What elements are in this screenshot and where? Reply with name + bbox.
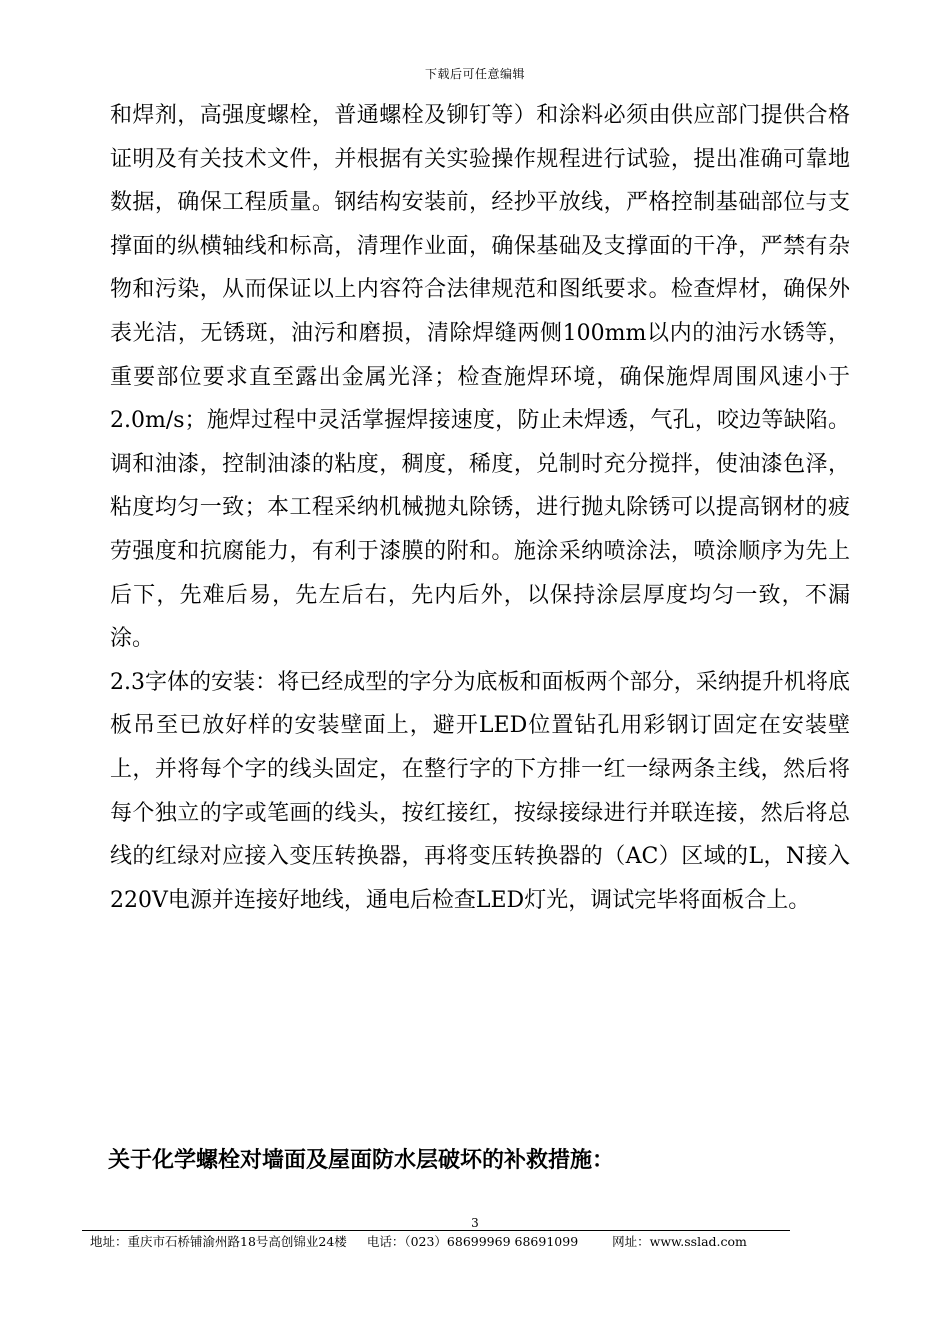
paragraph-letter-installation: 2.3字体的安装：将已经成型的字分为底板和面板两个部分，采纳提升机将底板吊至已放好样的安装壁面上，避开LED位置钻孔用彩钢订固定在安装壁上，并将每个字的线头固定，在整行字的下方排一红一绿两条主线，然后将每个独立的字或笔画的线头，按红接红，按绿接绿进行并联连接，然后将总线的红绿对应接入变压转换器，再将变压转换器的（AC）区域的L，N接入220V电源并连接好地线，通电后检查LED灯光，调试完毕将面板合上。 [110, 669, 850, 913]
section-heading: 关于化学螺栓对墙面及屋面防水层破坏的补救措施： [108, 1148, 615, 1173]
paragraph-materials-inspection: 和焊剂，高强度螺栓，普通螺栓及铆钉等）和涂料必须由供应部门提供合格证明及有关技术文件，并根据有关实验操作规程进行试验，提出准确可靠地数据，确保工程质量。钢结构安装前，经抄平放线，严格控制基础部位与支撑面的纵横轴线和标高，清理作业面，确保基础及支撑面的干净，严禁有杂物和污染，从而保证以上内容符合法律规范和图纸要求。检查焊材，确保外表光洁，无锈斑，油污和磨损，清除焊缝两侧100mm以内的油污水锈等，重要部位要求直至露出金属光泽；检查施焊环境，确保施焊周围风速小于2.0m/s；施焊过程中灵活掌握焊接速度，防止未焊透，气孔，咬边等缺陷。调和油漆，控制油漆的粘度，稠度，稀度，兑制时充分搅拌，使油漆色泽，粘度均匀一致；本工程采纳机械抛丸除锈，进行抛丸除锈可以提高钢材的疲劳强度和抗腐能力，有利于漆膜的附和。施涂采纳喷涂法，喷涂顺序为先上后下，先难后易，先左后右，先内后外，以保持涂层厚度均匀一致，不漏涂。 [110, 103, 850, 652]
document-body [110, 94, 850, 922]
footer-divider [82, 1230, 790, 1231]
footer-address: 地址：重庆市石桥铺渝州路18号高创锦业24楼 [90, 1234, 347, 1249]
page-footer [90, 1233, 850, 1251]
footer-website: 网址：www.sslad.com [612, 1234, 747, 1249]
footer-phone: 电话：（023）68699969 68691099 [366, 1234, 579, 1249]
page-number: 3 [471, 1216, 479, 1230]
page-header: 下载后可任意编辑 [424, 67, 525, 81]
